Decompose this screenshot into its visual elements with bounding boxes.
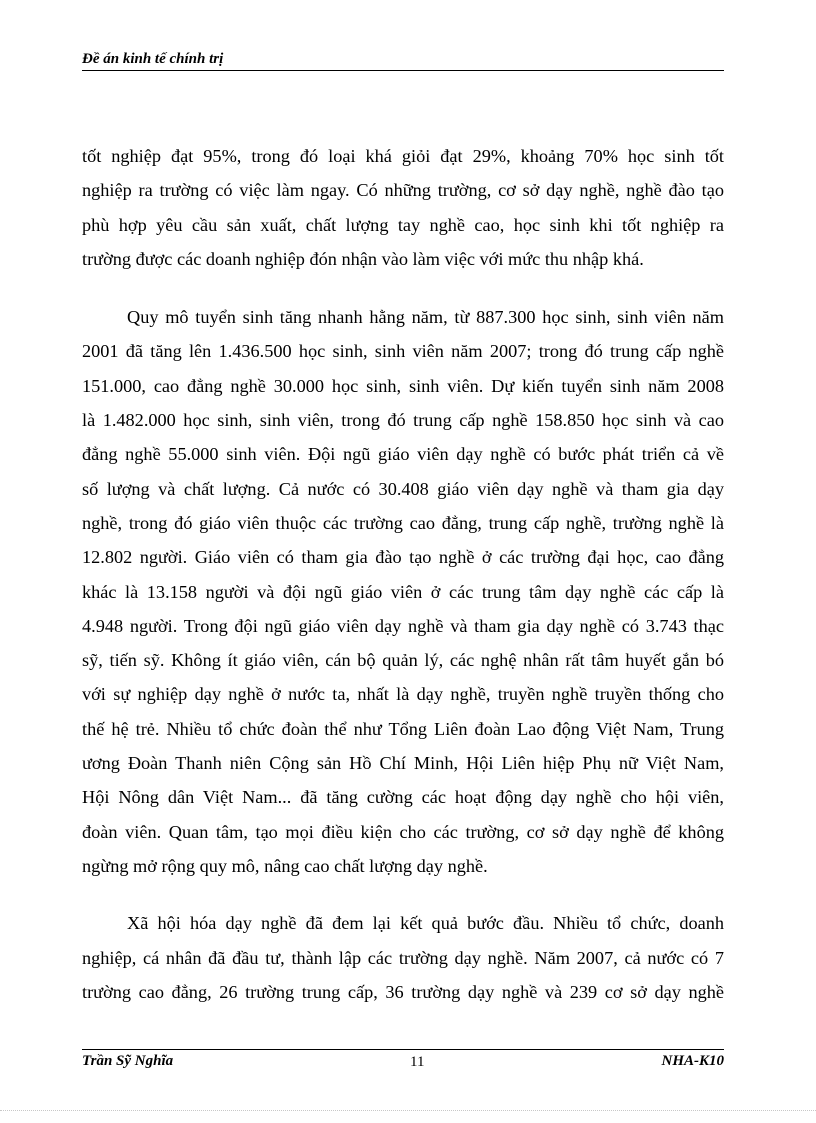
text-line: đoàn viên. Quan tâm, tạo mọi điều kiện cho các trường, cơ sở dạy nghề để không [82, 821, 724, 842]
page-break-divider [0, 1110, 816, 1111]
text-line: nghiệp ra trường có việc làm ngay. Có những trường, cơ sở dạy nghề, nghề đào tạo [82, 180, 724, 201]
text-line: ngừng mở rộng quy mô, nâng cao chất lượng dạy nghề. [82, 855, 488, 876]
header-title: Đề án kinh tế chính trị [82, 51, 224, 67]
paragraph [82, 300, 724, 883]
text-line: 2001 đã tăng lên 1.436.500 học sinh, sinh viên năm 2007; trong đó trung cấp nghề [82, 341, 724, 362]
text-line: Quy mô tuyển sinh tăng nhanh hằng năm, từ 887.300 học sinh, sinh viên năm [127, 307, 724, 328]
page-number: 11 [410, 1054, 425, 1070]
text-line: 4.948 người. Trong đội ngũ giáo viên dạy nghề và tham gia dạy nghề có 3.743 thạc [82, 615, 724, 636]
text-line: là 1.482.000 học sinh, sinh viên, trong đó trung cấp nghề 158.850 học sinh và cao [82, 410, 724, 431]
text-line: với sự nghiệp dạy nghề ở nước ta, nhất là dạy nghề, truyền nghề truyền thống cho [82, 684, 724, 705]
paragraph [82, 906, 724, 1009]
text-line: nghề, trong đó giáo viên thuộc các trường cao đẳng, trung cấp nghề, trường nghề là [82, 512, 724, 533]
text-line: sỹ, tiến sỹ. Không ít giáo viên, cán bộ quản lý, các nghệ nhân rất tâm huyết gắn bó [82, 650, 724, 671]
text-line: tốt nghiệp đạt 95%, trong đó loại khá giỏi đạt 29%, khoảng 70% học sinh tốt [82, 146, 724, 166]
footer-code: NHA-K10 [661, 1053, 724, 1069]
text-line: 151.000, cao đẳng nghề 30.000 học sinh, sinh viên. Dự kiến tuyển sinh năm 2008 [82, 375, 724, 396]
document-body [82, 139, 724, 1009]
text-line: Hội Nông dân Việt Nam... đã tăng cường các hoạt động dạy nghề cho hội viên, [82, 787, 724, 808]
page-header [82, 50, 724, 71]
text-line: khác là 13.158 người và đội ngũ giáo viên ở các trung tâm dạy nghề các cấp là [82, 581, 724, 602]
paragraph [82, 139, 724, 276]
text-line: nghiệp, cá nhân đã đầu tư, thành lập các trường dạy nghề. Năm 2007, cả nước có 7 [82, 947, 724, 968]
page-footer [82, 1049, 724, 1070]
text-line: thế hệ trẻ. Nhiều tổ chức đoàn thể như Tổng Liên đoàn Lao động Việt Nam, Trung [82, 718, 724, 739]
text-line: ương Đoàn Thanh niên Cộng sản Hồ Chí Minh, Hội Liên hiệp Phụ nữ Việt Nam, [82, 753, 724, 774]
text-line: Xã hội hóa dạy nghề đã đem lại kết quả bước đầu. Nhiều tổ chức, doanh [127, 913, 724, 934]
text-line: đẳng nghề 55.000 sinh viên. Đội ngũ giáo viên dạy nghề có bước phát triển cả về [82, 444, 724, 465]
text-line: số lượng và chất lượng. Cả nước có 30.408 giáo viên dạy nghề và tham gia dạy [82, 478, 724, 499]
text-line: phù hợp yêu cầu sản xuất, chất lượng tay nghề cao, học sinh khi tốt nghiệp ra [82, 214, 724, 235]
text-line: trường cao đẳng, 26 trường trung cấp, 36 trường dạy nghề và 239 cơ sở dạy nghề [82, 981, 724, 1002]
footer-author: Trần Sỹ Nghĩa [82, 1053, 174, 1069]
text-line: 12.802 người. Giáo viên có tham gia đào tạo nghề ở các trường đại học, cao đẳng [82, 547, 724, 568]
text-line: trường được các doanh nghiệp đón nhận vào làm việc với mức thu nhập khá. [82, 248, 644, 269]
